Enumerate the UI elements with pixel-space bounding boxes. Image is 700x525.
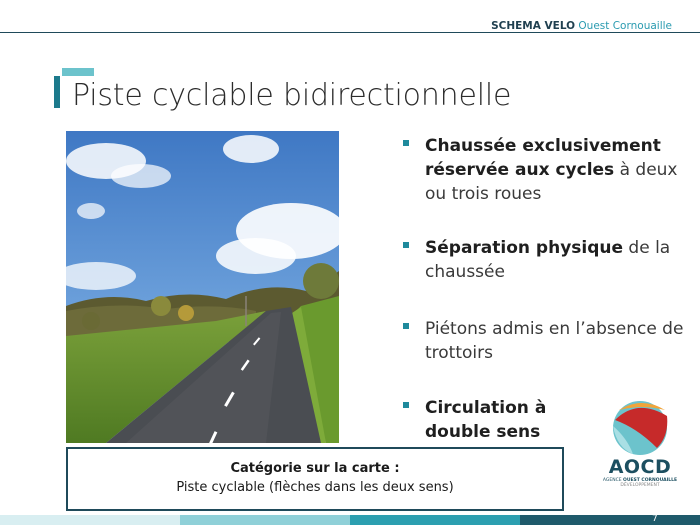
list-item-text <box>425 317 687 365</box>
logo-tagline-prefix: AGENCE <box>602 478 623 483</box>
logo-tagline-sub: DÉVELOPPEMENT <box>620 483 660 488</box>
page-title: Piste cyclable bidirectionnelle <box>72 78 512 113</box>
list-item-bold: Chaussée exclusivement réservée aux cycles <box>425 136 661 180</box>
category-title: Catégorie sur la carte : <box>230 461 400 476</box>
footer-bar-segment <box>0 515 180 525</box>
list-item-rest: de la chaussée <box>425 238 671 282</box>
square-bullet-icon <box>403 140 409 146</box>
list-item-text <box>425 236 687 284</box>
list-item-bold: Circulation à double sens <box>425 398 547 442</box>
aocd-logo-icon <box>597 398 683 456</box>
footer-bar-segment <box>520 515 700 525</box>
list-item-text <box>425 396 555 444</box>
logo-tagline <box>597 478 683 488</box>
header-label <box>491 20 672 32</box>
list-item-bold: Séparation physique <box>425 238 624 258</box>
header-divider <box>0 32 700 33</box>
bike-path-photo <box>66 131 339 443</box>
list-item-rest: Piétons admis en l’absence de trottoirs <box>425 319 684 363</box>
square-bullet-icon <box>403 402 409 408</box>
list-item-text <box>425 134 687 206</box>
aocd-logo <box>597 398 683 490</box>
logo-text: AOCD <box>608 456 672 478</box>
title-decoration-accent <box>54 76 60 108</box>
logo-tagline-strong: OUEST CORNOUAILLE <box>623 478 678 483</box>
square-bullet-icon <box>403 323 409 329</box>
list-item-rest: à deux ou trois roues <box>425 160 678 204</box>
map-category-box <box>66 447 564 511</box>
header-title: SCHEMA VELO <box>491 20 576 32</box>
footer-bar-segment <box>350 515 520 525</box>
header-region: Ouest Cornouaille <box>578 20 672 32</box>
footer-bar-segment <box>180 515 350 525</box>
category-description: Piste cyclable (flèches dans les deux sens) <box>176 480 454 495</box>
page-number: 7 <box>652 514 658 524</box>
square-bullet-icon <box>403 242 409 248</box>
title-decoration-bar <box>62 68 94 76</box>
